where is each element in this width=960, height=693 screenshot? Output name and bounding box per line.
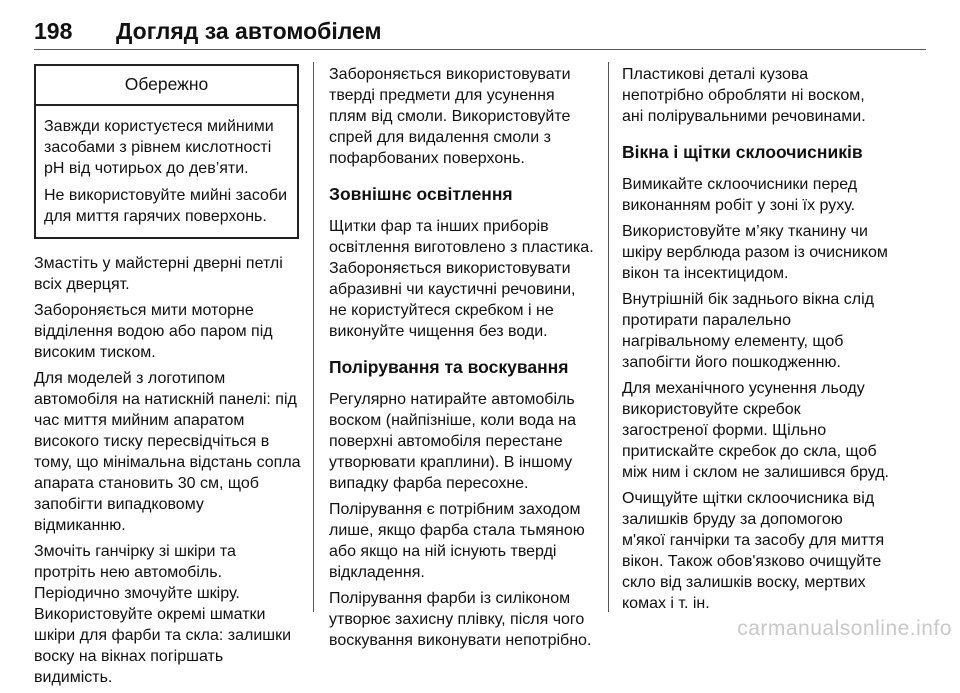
- paragraph: [34, 300, 299, 363]
- text-line: м'якої ганчірки та засобу для миття: [622, 532, 885, 549]
- text-line: скло від залишків воску, мертвих: [622, 574, 866, 591]
- column-divider: [608, 62, 609, 612]
- paragraph: [329, 216, 599, 342]
- text-line: Завжди користуєтеся мийними: [44, 118, 274, 135]
- text-line: плям від смоли. Використовуйте: [329, 108, 571, 125]
- text-line: Пластикові деталі кузова: [622, 66, 809, 83]
- page-header: [34, 18, 382, 45]
- text-line: притискайте скребок до скла, щоб: [622, 443, 877, 460]
- column-divider: [313, 62, 314, 612]
- text-line: запобігти випадковому: [34, 496, 204, 513]
- text-line: ані полірувальними речовинами.: [622, 108, 866, 125]
- text-line: залишків бруду за допомогою: [622, 511, 843, 528]
- text-line: Для моделей з логотипом: [34, 370, 226, 387]
- text-line: воском (найпізніше, коли вода на: [329, 412, 577, 429]
- section-heading: Полірування та воскування: [329, 357, 569, 377]
- text-line: спрей для видалення смоли з: [329, 129, 551, 146]
- text-line: видимість.: [34, 669, 113, 686]
- text-line: Щитки фар та інших приборів: [329, 218, 549, 235]
- text-line: протирати паралельно: [622, 312, 791, 329]
- section-title: Догляд за автомобілем: [116, 18, 382, 44]
- text-line: Забороняється використовувати: [329, 66, 571, 83]
- watermark: carmanualsonline.info: [737, 617, 952, 640]
- text-line: відділення водою або паром під: [34, 323, 273, 340]
- paragraph: [34, 368, 299, 536]
- text-line: абразивні чи каустичні речовини,: [329, 281, 576, 298]
- text-line: нагрівальному елементу, щоб: [622, 333, 844, 350]
- caution-body: [36, 106, 297, 237]
- text-line: відмиканню.: [34, 517, 126, 534]
- paragraph: [622, 488, 922, 614]
- text-line: загостреної форми. Щільно: [622, 422, 827, 439]
- text-line: шкіри для фарби та скла: залишки: [34, 627, 292, 644]
- text-line: освітлення виготовлено з пластика.: [329, 239, 594, 256]
- text-line: Очищуйте щітки склоочисника від: [622, 490, 875, 507]
- text-line: використовуйте скребок: [622, 401, 801, 418]
- text-line: Змочіть ганчірку зі шкіри та: [34, 543, 236, 560]
- text-line: високим тиском.: [34, 344, 156, 361]
- paragraph: [34, 541, 299, 688]
- text-line: засобами з рівнем кислотності: [44, 139, 272, 156]
- caution-paragraph: [44, 185, 288, 227]
- text-line: воску на вікнах погіршать: [34, 648, 224, 665]
- text-line: виконуйте чищення без води.: [329, 323, 548, 340]
- text-line: pH від чотирьох до дев’яти.: [44, 160, 249, 177]
- text-line: Використовуйте окремі шматки: [34, 606, 266, 623]
- text-line: всіх дверцят.: [34, 276, 130, 293]
- text-line: Для механічного усунення льоду: [622, 380, 865, 397]
- text-line: вікон та інсектицидом.: [622, 265, 789, 282]
- text-line: шкіру верблюда разом із очисником: [622, 244, 888, 261]
- text-line: комах і т. ін.: [622, 595, 710, 612]
- text-line: для миття гарячих поверхонь.: [44, 208, 267, 225]
- text-line: утворює захисну плівку, після чого: [329, 611, 585, 628]
- text-line: непотрібно обробляти ні воском,: [622, 87, 865, 104]
- caution-paragraph: [44, 116, 288, 179]
- text-line: відкладення.: [329, 564, 425, 581]
- text-line: Полірування фарби із силіконом: [329, 590, 571, 607]
- text-line: час миття мийним апаратом: [34, 412, 245, 429]
- text-line: тому, що мінімальна відстань сопла: [34, 454, 301, 471]
- text-line: запобігти його пошкодженню.: [622, 354, 841, 371]
- paragraph: [329, 389, 599, 494]
- paragraph: [622, 64, 922, 127]
- text-line: Забороняється мити моторне: [34, 302, 254, 319]
- paragraph: [622, 378, 922, 483]
- text-line: Внутрішній бік заднього вікна слід: [622, 291, 874, 308]
- paragraph: [622, 289, 922, 373]
- text-line: апарата становить 30 см, щоб: [34, 475, 259, 492]
- text-line: Використовуйте м’яку тканину чи: [622, 223, 868, 240]
- paragraph: [329, 499, 599, 583]
- text-line: Змастіть у майстерні дверні петлі: [34, 255, 283, 272]
- text-line: протріть нею автомобіль.: [34, 564, 223, 581]
- text-line: не користуйтеся скребком і не: [329, 302, 554, 319]
- caution-box: [34, 64, 299, 239]
- column-2: [329, 64, 599, 656]
- text-line: вікон. Також обов'язково очищуйте: [622, 553, 882, 570]
- text-line: утворювати краплини). В іншому: [329, 454, 573, 471]
- text-line: тверді предмети для усунення: [329, 87, 555, 104]
- text-line: Періодично змочуйте шкіру.: [34, 585, 240, 602]
- text-line: лише, якщо фарба стала тьмяною: [329, 522, 585, 539]
- text-line: поверхні автомобіля перестане: [329, 433, 563, 450]
- paragraph: [329, 64, 599, 169]
- page-number: 198: [34, 18, 73, 44]
- column-1: [34, 64, 299, 693]
- text-line: високого тиску пересвідчіться в: [34, 433, 270, 450]
- text-line: виконанням робіт у зоні їх руху.: [622, 197, 856, 214]
- text-line: або якщо на ній існують тверді: [329, 543, 557, 560]
- text-line: Регулярно натирайте автомобіль: [329, 391, 575, 408]
- text-line: Полірування є потрібним заходом: [329, 501, 581, 518]
- paragraph: [622, 221, 922, 284]
- text-line: пофарбованих поверхонь.: [329, 150, 525, 167]
- text-line: між ним і склом не залишився бруд.: [622, 464, 889, 481]
- text-line: воскування виконувати непотрібно.: [329, 632, 592, 649]
- paragraph: [34, 253, 299, 295]
- text-line: випадку фарба пересохне.: [329, 475, 529, 492]
- section-heading: Вікна і щітки склоочисників: [622, 142, 863, 162]
- paragraph: [622, 174, 922, 216]
- text-line: Вимикайте склоочисники перед: [622, 176, 858, 193]
- section-heading: Зовнішнє освітлення: [329, 184, 513, 204]
- text-line: Забороняється використовувати: [329, 260, 571, 277]
- text-line: Не використовуйте мийні засоби: [44, 187, 287, 204]
- header-rule: [34, 49, 926, 50]
- caution-title: Обережно: [36, 66, 297, 106]
- text-line: автомобіля на натискній панелі: під: [34, 391, 297, 408]
- column-3: [622, 64, 922, 619]
